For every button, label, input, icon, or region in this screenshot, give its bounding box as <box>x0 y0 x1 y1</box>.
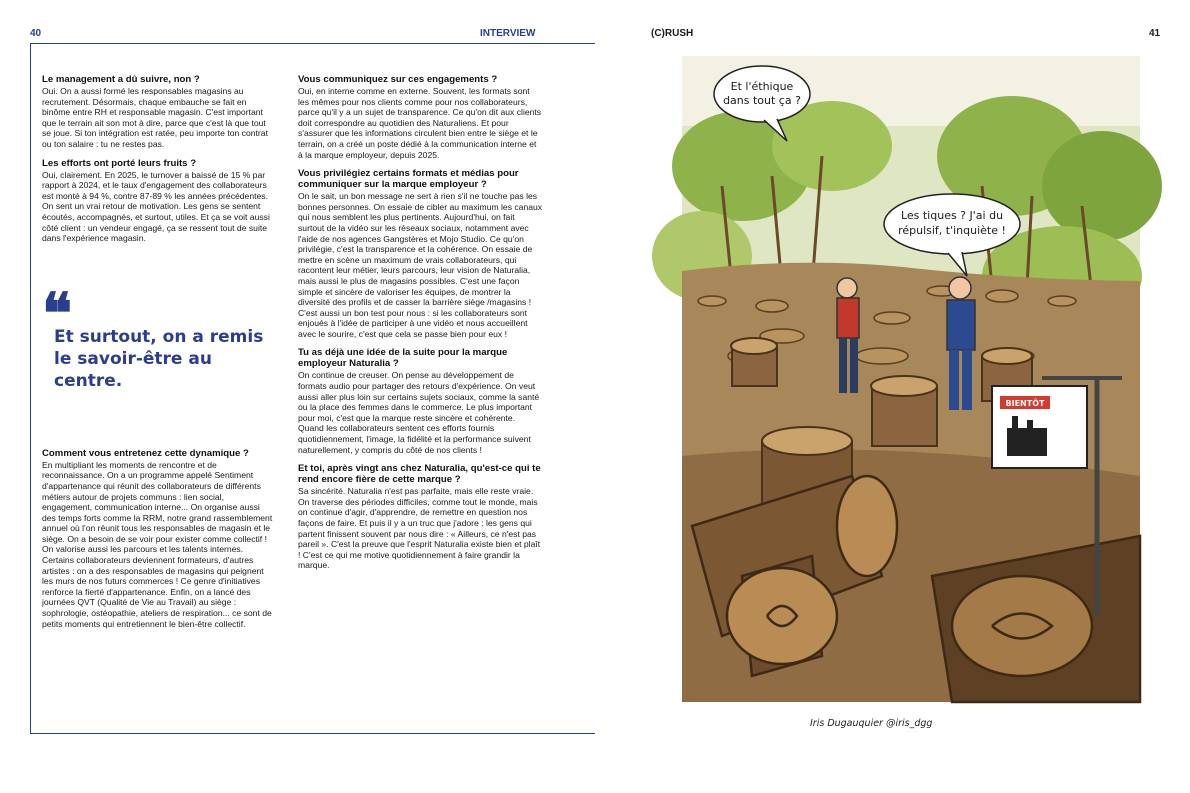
pull-quote <box>42 281 267 392</box>
bubble-1-line-1: Et l'éthique <box>730 80 794 93</box>
bubble-2-line-2: répulsif, t'inquiète ! <box>898 224 1006 237</box>
answer-paragraph: En multipliant les moments de rencontre et de reconnaissance. On a un programme appelé Sentiment d'appartenance qui réunit des collaborateurs de différents métiers autour de projets communs : lien social, engagement, communication interne... On organise aussi des temps forts comme la RRM, notre grand rassemblement annuel où l'on réunit tous les responsables de magasin et le siège. On a besoin de se voir pour exister comme collectif ! On valorise aussi les parcours et les talents internes. Certains collaborateurs deviennent formateurs, d'autres artistes : on a des responsables de magasins qui peignent les murs de nos futurs commerces ! Ce genre d'initiatives renforce la fierté d'appartenance. Enfin, on a lancé des journées QVT (Qualité de Vie au Travail) au siège : sophrologie, ostéopathie, ateliers de respiration... ce sont de petits moments qui entretiennent le bien-être collectif. <box>42 459 273 629</box>
question-heading: Tu as déjà une idée de la suite pour la marque employeur Naturalia ? <box>298 347 508 370</box>
page-number-left: 40 <box>30 28 42 39</box>
answer-paragraph: Oui, en interne comme en externe. Souvent, les formats sont les mêmes pour nos clients comme pour nos collaborateurs, parce qu'il y a un sujet de transparence. Ce qu'on dit aux clients doit correspondre au quotidien des Naturaliens. Et pour s'assurer que les informations circulent bien entre le siège et le terrain, on a créé un poste dédié à la communication interne et à la marque employeur, depuis 2025. <box>298 86 542 160</box>
answer-paragraph: Sa sincérité. Naturalia n'est pas parfaite, mais elle reste vraie. On traverse des périodes difficiles, comme tout le monde, mais on continue d'agir, d'apprendre, de remettre en question nos façons de faire. Et puis il y a un truc que j'adore : les gens qui partent finissent souvent par nous dire : « Ailleurs, ce n'est pas pareil ». C'est la preuve que l'esprit Naturalia existe bien et plaît ! C'est ce qui me motive quotidiennement à faire grandir la marque. <box>298 486 541 571</box>
frame-top-rule <box>30 43 595 44</box>
answer-paragraph: On le sait, un bon message ne sert à rien s'il ne touche pas les bonnes personnes. On essaie de cibler au maximum les canaux qui nous semblent les plus pertinents. Aujourd'hui, on fait surtout de la vidéo sur les réseaux sociaux, notamment avec l'aide de nos agences Gangstères et Mojo Studio. Ce qu'on privilégie, c'est la transparence et la cohérence. On essaie de mettre en scène un maximum de vrais collaborateurs, qui racontent leur métier, leurs parcours, leur vision de Naturalia, mais aussi le plus de magasins possibles. C'est une façon simple et sincère de valoriser les équipes, de montrer la diversité des profils et de casser la barrière siège /magasins ! C'est aussi un bon test pour nous : si les collaborateurs sont enjoués à l'idée de participer à une vidéo et nous accueillent avec le sourire, c'est que cela se passe bien pour eux ! <box>298 191 543 339</box>
frame-bottom-rule <box>30 733 595 734</box>
bubble-2-line-1: Les tiques ? J'ai du <box>900 209 1004 222</box>
illustration-credit: Iris Dugauquier @iris_dgg <box>810 718 933 729</box>
question-heading: Vous communiquez sur ces engagements ? <box>298 74 498 85</box>
answer-paragraph: On continue de creuser. On pense au développement de formats audio pour partager des retours d'expérience. On veut aussi aller plus loin sur certains sujets sociaux, comme la santé ou la place des femmes dans le commerce. Le plus important pour moi, c'est que la marque reste sincère et cohérente. Quand les collaborateurs sentent ces efforts fournis quotidiennement, l'image, la fidélité et la performance suivent naturellement, y compris du côté de nos clients ! <box>298 370 540 455</box>
question-heading: Et toi, après vingt ans chez Naturalia, qu'est-ce qui te rend encore fière de cette marque ? <box>298 463 541 486</box>
question-heading: Les efforts ont porté leurs fruits ? <box>42 157 197 169</box>
bubble-1-line-2: dans tout ça ? <box>723 94 801 107</box>
question-heading: Vous privilégiez certains formats et médias pour communiquer sur la marque employeur ? <box>298 168 519 191</box>
magazine-name: (C)RUSH <box>651 28 694 39</box>
cartoon-illustration <box>682 56 1140 702</box>
answer-paragraph: Oui, clairement. En 2025, le turnover a baissé de 15 % par rapport à 2024, et le taux d'engagement des collaborateurs est monté à 94 %, contre 87-89 % les années précédentes. On sent un vrai retour de motivation. Les gens se sentent écoutés, accompagnés, et surtout, utiles. Et ça se voit aussi côté client : un vendeur engagé, ça se ressent tout de suite dans l'expérience magasin. <box>42 169 270 244</box>
text-column-2 <box>298 74 543 579</box>
answer-paragraph: Oui. On a aussi formé les responsables magasins au recrutement. Désormais, chaque embauche se fait en binôme entre RH et responsable magasin. C'est important que le terrain ait son mot à dire, parce que c'est là que tout se joue. Si ton intégration est ratée, peu importe ton contrat ou ton salaire : tu ne restes pas. <box>42 86 268 149</box>
section-label: INTERVIEW <box>480 28 536 39</box>
question-heading: Le management a dû suivre, non ? <box>42 74 200 85</box>
question-heading: Comment vous entretenez cette dynamique ? <box>42 447 249 459</box>
page-number-right: 41 <box>1149 28 1161 39</box>
sign-label: BIENTÔT <box>1005 399 1045 408</box>
quote-mark-icon: ❝ <box>42 281 73 347</box>
frame-left-rule <box>30 43 31 734</box>
pull-quote-text: Et surtout, on a remis le savoir-être au centre. <box>54 327 264 391</box>
